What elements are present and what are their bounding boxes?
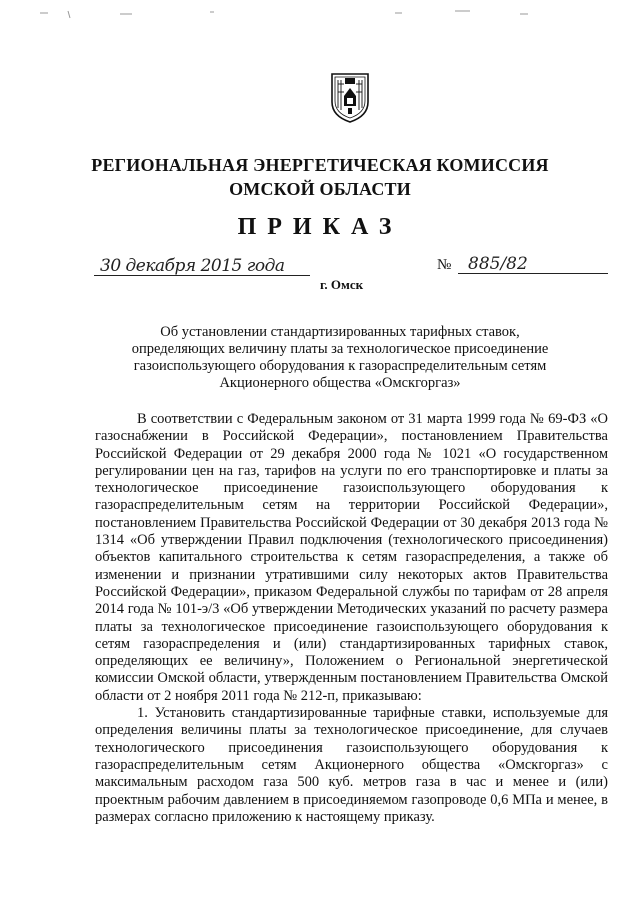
order-title: Об установлении стандартизированных тарифных ставок, определяющих величину платы за технологическое присоединение газоиспользующего оборудования к газораспределительным сетям Акционерного общества «Омскгоргаз»	[131, 324, 549, 391]
handwritten-number: 885/82	[468, 254, 528, 274]
organization-name-line-2: ОМСКОЙ ОБЛАСТИ	[229, 179, 411, 199]
date-field	[94, 256, 310, 278]
body-paragraph: 1. Установить стандартизированные тарифные ставки, используемые для определения величины платы за технологическое присоединение, для случаев технологического присоединения газоиспользующего оборудования к газораспределительным сетям Акционерного общества «Омскгоргаз» с максимальным расходом газа 500 куб. метров газа в час и менее и (или) проектным рабочим давлением в присоединяемом газопроводе 0,6 МПа и менее, в размерах согласно приложению к настоящему приказу.	[95, 705, 608, 825]
scan-marks	[0, 8, 640, 22]
date-underline	[94, 275, 310, 276]
number-field	[458, 254, 608, 276]
order-body	[95, 411, 608, 826]
number-underline	[458, 273, 608, 274]
omsk-coat-of-arms-icon	[330, 72, 370, 124]
number-sign: №	[437, 257, 452, 273]
handwritten-date: 30 декабря 2015 года	[100, 256, 285, 276]
organization-name-line-1: РЕГИОНАЛЬНАЯ ЭНЕРГЕТИЧЕСКАЯ КОМИССИЯ	[91, 155, 549, 175]
document-type-heading: ПРИКАЗ	[237, 214, 403, 240]
city-label: г. Омск	[320, 277, 364, 292]
body-paragraph: В соответствии с Федеральным законом от 31 марта 1999 года № 69-ФЗ «О газоснабжении в Российской Федерации», постановлением Правительства Российской Федерации от 29 декабря 2000 года № 1021 «О государственном регулировании цен на газ, тарифов на услуги по его транспортировке и платы за технологическое присоединение газоиспользующего оборудования к газораспределительным сетям на территории Российской Федерации», постановлением Правительства Российской Федерации от 30 декабря 2013 года № 1314 «Об утверждении Правил подключения (технологического присоединения) объектов капитального строительства к сетям газораспределения, а также об изменении и признании утратившими силу некоторых актов Правительства Российской Федерации», приказом Федеральной службы по тарифам от 28 апреля 2014 года № 101-э/3 «Об утверждении Методических указаний по расчету размера платы за технологическое присоединение газоиспользующего оборудования к сетям газораспределения и (или) стандартизированных тарифных ставок, определяющих ее величину», Положением о Региональной энергетической комиссии Омской области, утвержденным постановлением Правительства Омской области от 2 ноября 2011 года № 212-п, приказываю:	[95, 411, 608, 704]
